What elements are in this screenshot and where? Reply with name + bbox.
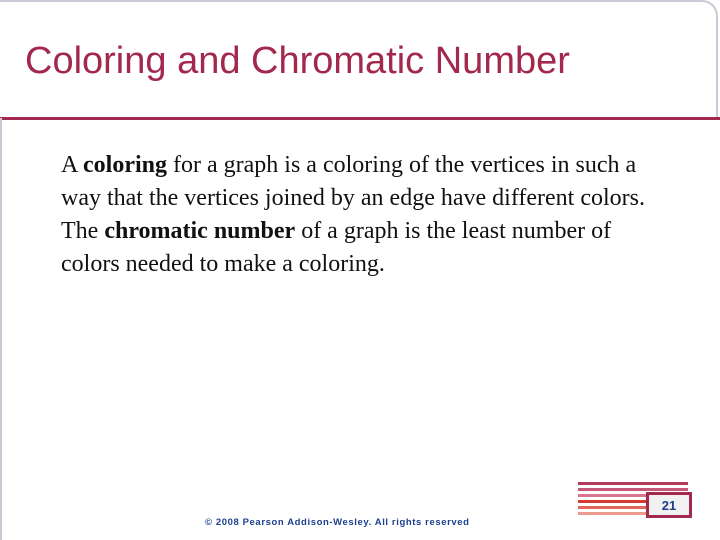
body-paragraph xyxy=(61,149,661,281)
page-number: 21 xyxy=(661,497,677,513)
title-divider xyxy=(0,117,720,120)
slide-title: Coloring and Chromatic Number xyxy=(25,40,570,82)
term-coloring: coloring xyxy=(83,152,168,178)
body-text-segment: A xyxy=(61,152,84,178)
term-chromatic-number: chromatic number xyxy=(104,218,296,244)
body-text-segment: for a graph is a coloring of the vertices in such a way that the vertices joined by an edge have different colors. The xyxy=(61,152,646,244)
copyright-footer: © 2008 Pearson Addison-Wesley. All rights reserved xyxy=(205,517,470,528)
left-frame-edge xyxy=(0,118,2,540)
page-number-box xyxy=(646,492,692,518)
body-text-segment: of a graph is the least number of colors needed to make a coloring. xyxy=(61,218,612,277)
